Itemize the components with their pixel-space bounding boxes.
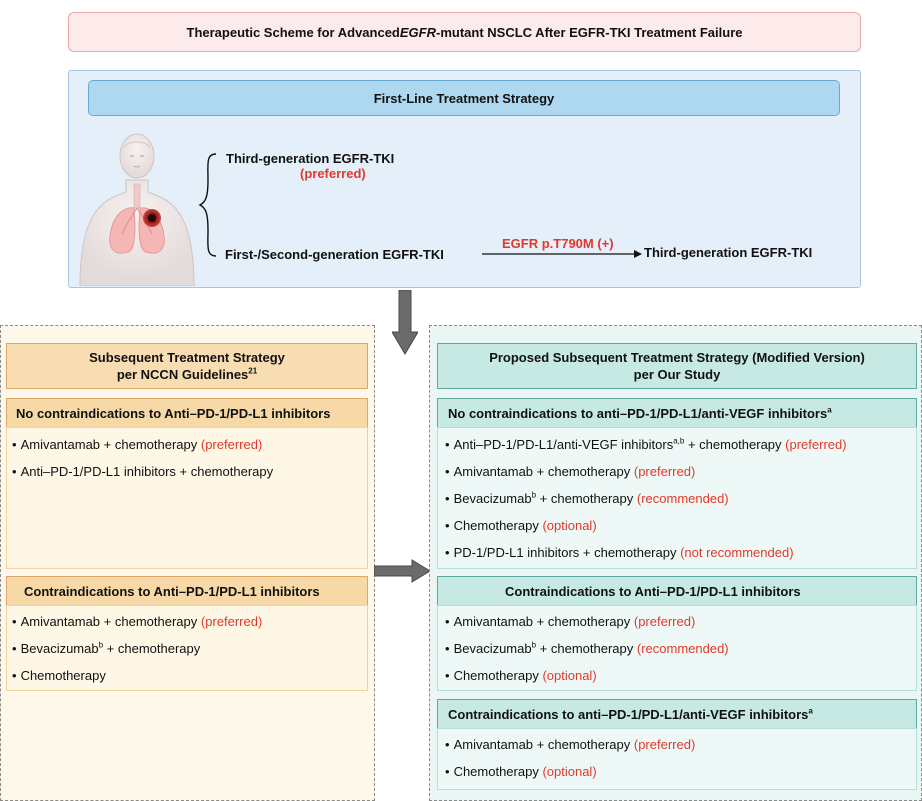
proposed-header	[437, 343, 917, 389]
list-item: • Amivantamab + chemotherapy (preferred)	[12, 437, 262, 452]
list-item: • Amivantamab + chemotherapy (preferred)	[445, 464, 695, 479]
list-item: • Chemotherapy (optional)	[445, 518, 597, 533]
nccn-header-line1: Subsequent Treatment Strategy	[89, 350, 285, 365]
right-arrow-icon	[482, 248, 644, 260]
left-section1-title: No contraindications to Anti–PD-1/PD-L1 inhibitors	[6, 398, 368, 428]
nccn-header-line2: per NCCN Guidelines	[116, 367, 249, 382]
list-item: • Amivantamab + chemotherapy (preferred)	[12, 614, 262, 629]
right-section1-title: No contraindications to anti–PD-1/PD-L1/anti-VEGF inhibitors$^a$	[437, 398, 917, 428]
title-pre: Therapeutic Scheme for Advanced	[186, 24, 400, 40]
right-arrow-icon	[374, 559, 432, 583]
down-arrow-icon	[392, 290, 418, 356]
proposed-header-line2: per Our Study	[633, 367, 721, 382]
preferred-note: (preferred)	[300, 166, 366, 181]
list-item: • Amivantamab + chemotherapy (preferred)	[445, 737, 695, 752]
list-item: • Chemotherapy (optional)	[445, 668, 597, 683]
human-torso-lung-tumor-icon	[72, 126, 202, 286]
list-item: • Bevacizumab$^b$ + chemotherapy (recommended)	[445, 641, 729, 656]
diagram-title	[68, 12, 861, 52]
first-line-header: First-Line Treatment Strategy	[88, 80, 840, 116]
third-gen-tki-option: Third-generation EGFR-TKI	[226, 151, 395, 166]
t790m-label: EGFR p.T790M (+)	[502, 236, 614, 251]
list-item: • Bevacizumab$^b$ + chemotherapy (recommended)	[445, 491, 729, 506]
right-section3-title: Contraindications to anti–PD-1/PD-L1/anti-VEGF inhibitors$^a$	[437, 699, 917, 729]
right-section2-title: Contraindications to Anti–PD-1/PD-L1 inhibitors	[437, 576, 917, 606]
switch-third-gen-tki: Third-generation EGFR-TKI	[644, 245, 813, 260]
first-second-gen-tki-option: First-/Second-generation EGFR-TKI	[225, 247, 444, 262]
list-item: • Chemotherapy	[12, 668, 106, 683]
nccn-header	[6, 343, 368, 389]
brace-icon	[198, 150, 222, 260]
list-item: • Anti–PD-1/PD-L1 inhibitors + chemotherapy	[12, 464, 273, 479]
title-italic: EGFR	[399, 24, 436, 40]
list-item: • Bevacizumab$^b$ + chemotherapy	[12, 641, 200, 656]
left-section2-title: Contraindications to Anti–PD-1/PD-L1 inhibitors	[6, 576, 368, 606]
list-item: • Chemotherapy (optional)	[445, 764, 597, 779]
proposed-header-line1: Proposed Subsequent Treatment Strategy (Modified Version)	[489, 350, 865, 365]
list-item: • Anti–PD-1/PD-L1/anti-VEGF inhibitors$^{a,b}$ + chemotherapy (preferred)	[445, 437, 847, 452]
nccn-reference: 21	[248, 366, 258, 376]
title-post: -mutant NSCLC After EGFR-TKI Treatment Failure	[436, 24, 743, 40]
list-item: • PD-1/PD-L1 inhibitors + chemotherapy (not recommended)	[445, 545, 794, 560]
nccn-header-line2-wrap	[117, 366, 257, 383]
list-item: • Amivantamab + chemotherapy (preferred)	[445, 614, 695, 629]
